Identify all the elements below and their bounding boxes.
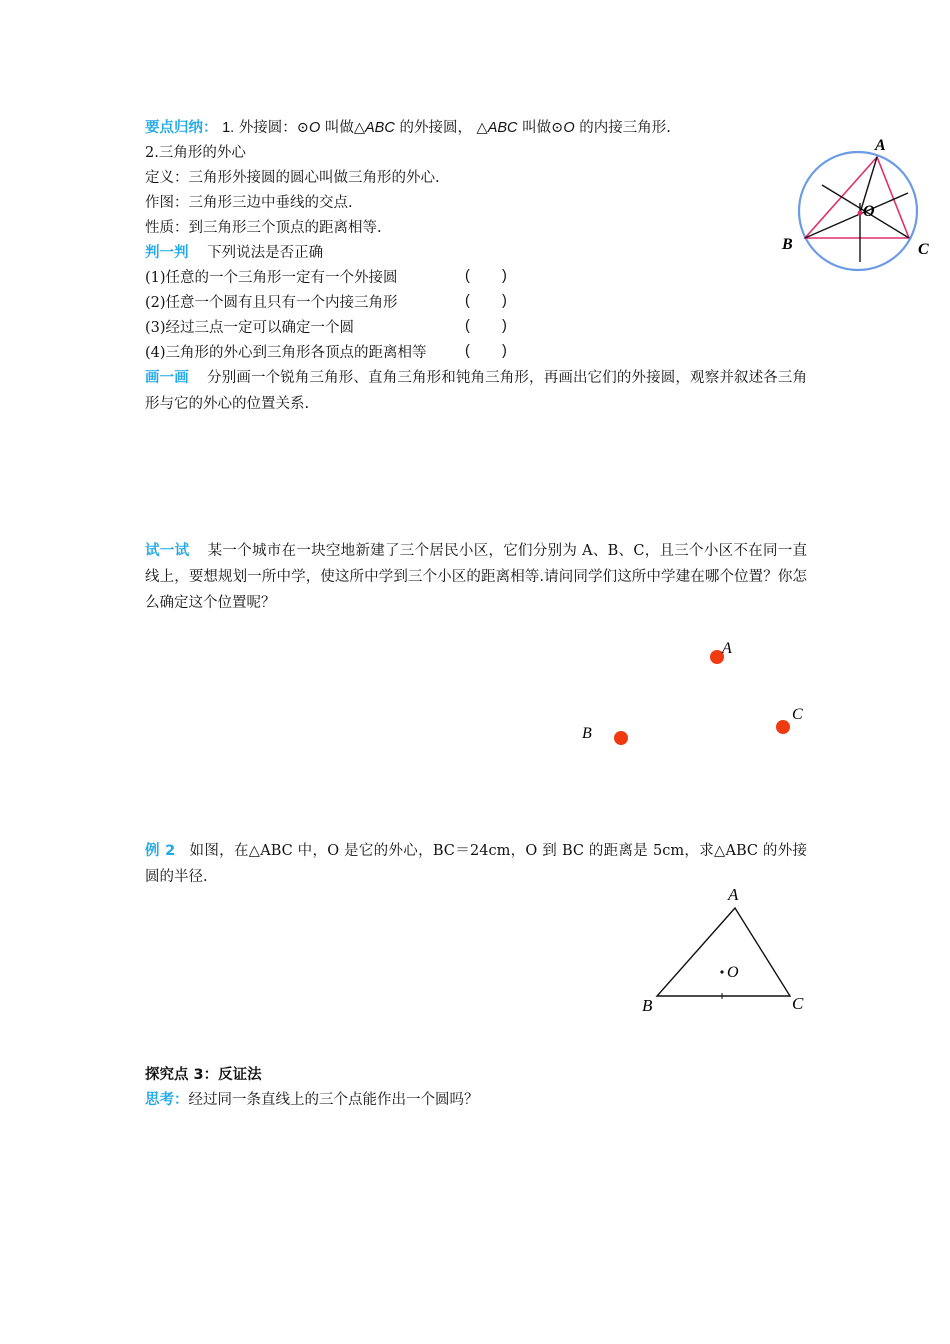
think-text: 经过同一条直线上的三个点能作出一个圆吗？ — [188, 1092, 479, 1108]
math-abc: ABC — [365, 120, 395, 136]
section-3-title: 探究点 3：反证法 — [145, 1067, 262, 1083]
text: 的内接三角形. — [574, 120, 671, 136]
label-a: A — [875, 137, 886, 154]
summary-label: 要点归纳： — [145, 120, 218, 136]
judge-item-text: (1)任意的一个三角形一定有一个外接圆 — [145, 270, 398, 286]
answer-open-4: ( — [465, 343, 470, 359]
judge-prompt: 下列说法是否正确 — [207, 245, 324, 261]
try-label: 试一试 — [145, 543, 190, 559]
math-abc: ABC — [487, 120, 518, 136]
tri-label-a: A — [728, 885, 739, 904]
tri-label-b: B — [642, 996, 653, 1015]
try-text: 某一个城市在一块空地新建了三个居民小区，它们分别为 A、B、C，且三个小区不在同一直线上，要想规划一所中学，使这所中学到三个小区的距离相等.请问同学们这所中学建在哪个位置？你怎么确定这个位置呢？ — [145, 543, 808, 611]
try-section — [145, 538, 807, 616]
summary-line-1 — [145, 118, 671, 138]
example-text: 如图，在△ABC 中，O 是它的外心，BC＝24cm，O 到 BC 的距离是 5cm，求△ABC 的外接圆的半径. — [145, 843, 807, 885]
points-figure — [570, 630, 820, 760]
judge-header — [145, 243, 323, 263]
answer-close-4: ) — [502, 343, 507, 359]
circumcircle-figure — [775, 130, 935, 280]
judge-item-3 — [145, 318, 354, 338]
definition: 定义：三角形外接圆的圆心叫做三角形的外心. — [145, 170, 440, 186]
answer-open-2: ( — [465, 293, 470, 309]
tri-label-c: C — [792, 994, 804, 1013]
judge-item-1 — [145, 268, 398, 288]
point-label-a: A — [722, 640, 732, 657]
item-number: 1. — [222, 120, 235, 136]
text: 叫做△ — [320, 120, 366, 136]
answer-close-2: ) — [502, 293, 507, 309]
label-b: B — [782, 236, 793, 253]
example-label: 例 2 — [145, 843, 176, 859]
text: 叫做⊙ — [517, 120, 564, 136]
think-line — [145, 1090, 479, 1110]
draw-text: 分别画一个锐角三角形、直角三角形和钝角三角形，再画出它们的外接圆，观察并叙述各三角形与它的外心的位置关系. — [145, 370, 808, 412]
answer-close-3: ) — [502, 318, 507, 334]
draw-section — [145, 365, 807, 417]
math-o: O — [563, 120, 575, 136]
think-label: 思考： — [145, 1092, 189, 1108]
math-o: O — [308, 120, 321, 136]
judge-label: 判一判 — [145, 245, 189, 261]
answer-open-3: ( — [465, 318, 470, 334]
triangle-figure — [635, 880, 815, 1015]
judge-item-text: (2)任意一个圆有且只有一个内接三角形 — [145, 295, 398, 311]
judge-item-4 — [145, 343, 427, 363]
point-label-c: C — [792, 706, 803, 723]
text: 外接圆：⊙ — [238, 120, 309, 136]
answer-close-1: ) — [502, 268, 507, 284]
judge-item-text: (4)三角形的外心到三角形各顶点的距离相等 — [145, 345, 427, 361]
answer-open-1: ( — [465, 268, 470, 284]
label-o: O — [863, 203, 875, 220]
property: 性质：到三角形三个顶点的距离相等. — [145, 220, 382, 236]
judge-item-2 — [145, 293, 398, 313]
text: 的外接圆， △ — [394, 120, 488, 136]
construction: 作图：三角形三边中垂线的交点. — [145, 195, 353, 211]
judge-item-text: (3)经过三点一定可以确定一个圆 — [145, 320, 355, 336]
tri-label-o: O — [727, 964, 739, 981]
draw-label: 画一画 — [145, 370, 189, 386]
point-label-b: B — [582, 725, 592, 742]
label-c: C — [918, 241, 929, 258]
summary-item2-title: 2.三角形的外心 — [145, 145, 246, 161]
